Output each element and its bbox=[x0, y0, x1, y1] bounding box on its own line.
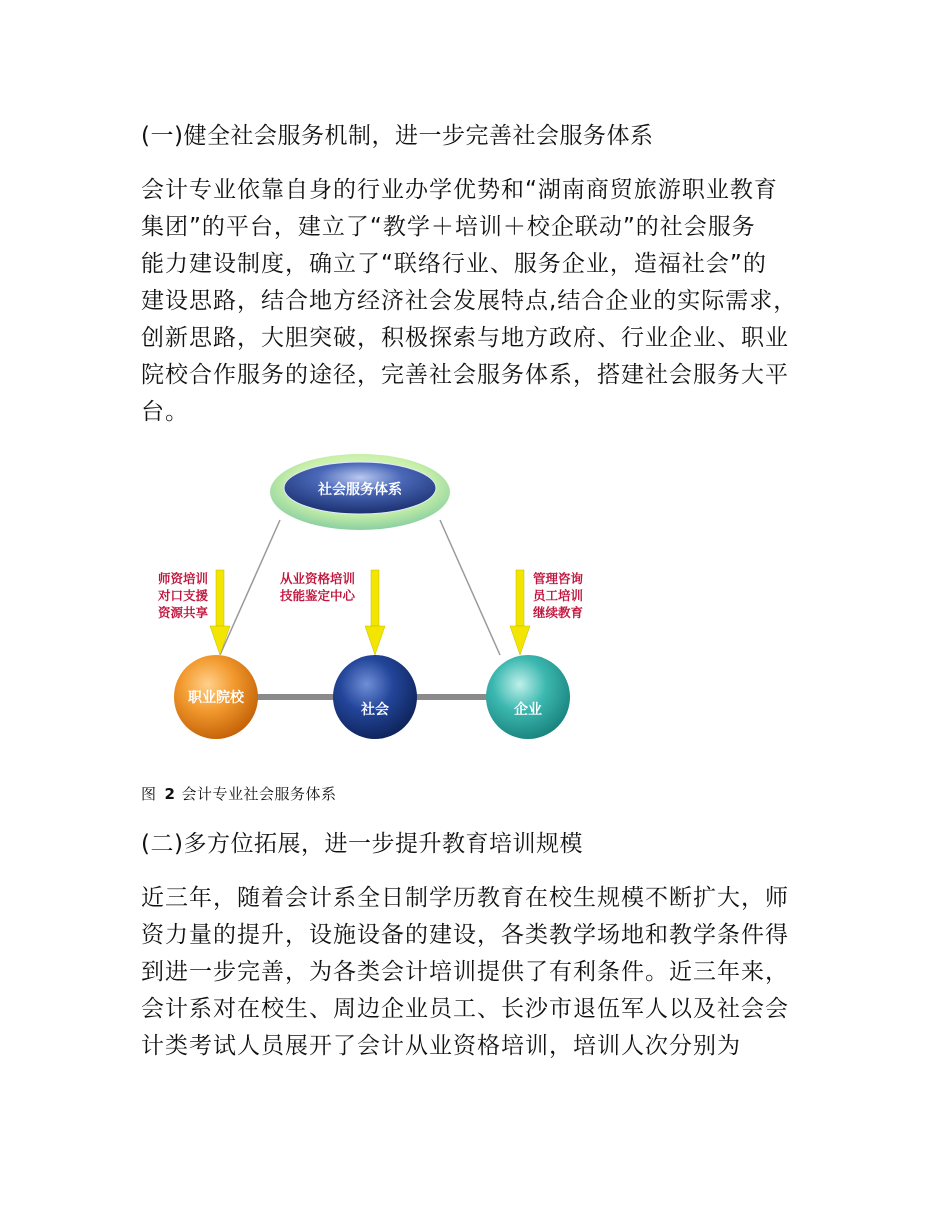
paragraph-line: 台。 bbox=[141, 399, 189, 425]
connector-line bbox=[440, 520, 500, 655]
arrow-right bbox=[510, 570, 530, 655]
social-service-diagram bbox=[130, 440, 600, 750]
node-label: 企业 bbox=[514, 702, 542, 718]
paragraph-line: 能力建设制度，确立了“联络行业、服务企业，造福社会”的 bbox=[141, 251, 767, 277]
caption-number: 2 bbox=[164, 785, 176, 803]
section-heading-2: (二)多方位拓展，进一步提升教育培训规模 bbox=[141, 831, 583, 857]
arrow-label: 资源共享 bbox=[158, 605, 209, 620]
node-label: 社会 bbox=[361, 702, 389, 718]
arrow-label: 继续教育 bbox=[533, 605, 584, 620]
paragraph-line: 计类考试人员展开了会计从业资格培训，培训人次分别为 bbox=[141, 1033, 741, 1059]
paragraph-line: 会计专业依靠自身的行业办学优势和“湖南商贸旅游职业教育 bbox=[141, 177, 778, 203]
connector-line bbox=[220, 520, 280, 655]
section-2-paragraph bbox=[141, 880, 811, 1065]
paragraph-line: 建设思路，结合地方经济社会发展特点,结合企业的实际需求， bbox=[141, 288, 798, 314]
paragraph-line: 会计系对在校生、周边企业员工、长沙市退伍军人以及社会会 bbox=[141, 996, 789, 1022]
figure-caption bbox=[141, 784, 336, 804]
section-heading-1: (一)健全社会服务机制，进一步完善社会服务体系 bbox=[141, 123, 654, 149]
node-label: 职业院校 bbox=[188, 690, 244, 706]
paragraph-line: 院校合作服务的途径，完善社会服务体系，搭建社会服务大平 bbox=[141, 362, 789, 388]
top-node-label: 社会服务体系 bbox=[318, 482, 402, 498]
arrow-label: 管理咨询 bbox=[533, 571, 584, 586]
arrow-label: 员工培训 bbox=[533, 588, 584, 603]
paragraph-line: 创新思路，大胆突破，积极探索与地方政府、行业企业、职业 bbox=[141, 325, 789, 351]
caption-text: 会计专业社会服务体系 bbox=[181, 785, 337, 803]
node-enterprise bbox=[486, 655, 570, 739]
paragraph-line: 资力量的提升，设施设备的建设，各类教学场地和教学条件得 bbox=[141, 922, 789, 948]
caption-prefix: 图 bbox=[141, 785, 157, 803]
arrow-label: 从业资格培训 bbox=[280, 571, 356, 586]
arrow-label: 对口支援 bbox=[158, 588, 209, 603]
paragraph-line: 近三年，随着会计系全日制学历教育在校生规模不断扩大，师 bbox=[141, 885, 789, 911]
arrow-label: 师资培训 bbox=[158, 571, 209, 586]
arrow-label: 技能鉴定中心 bbox=[280, 588, 356, 603]
node-society bbox=[333, 655, 417, 739]
arrow-left bbox=[210, 570, 230, 655]
paragraph-line: 集团”的平台，建立了“教学＋培训＋校企联动”的社会服务 bbox=[141, 214, 756, 240]
section-1-paragraph bbox=[141, 172, 811, 431]
arrow-middle bbox=[365, 570, 385, 655]
paragraph-line: 到进一步完善，为各类会计培训提供了有利条件。近三年来， bbox=[141, 959, 789, 985]
